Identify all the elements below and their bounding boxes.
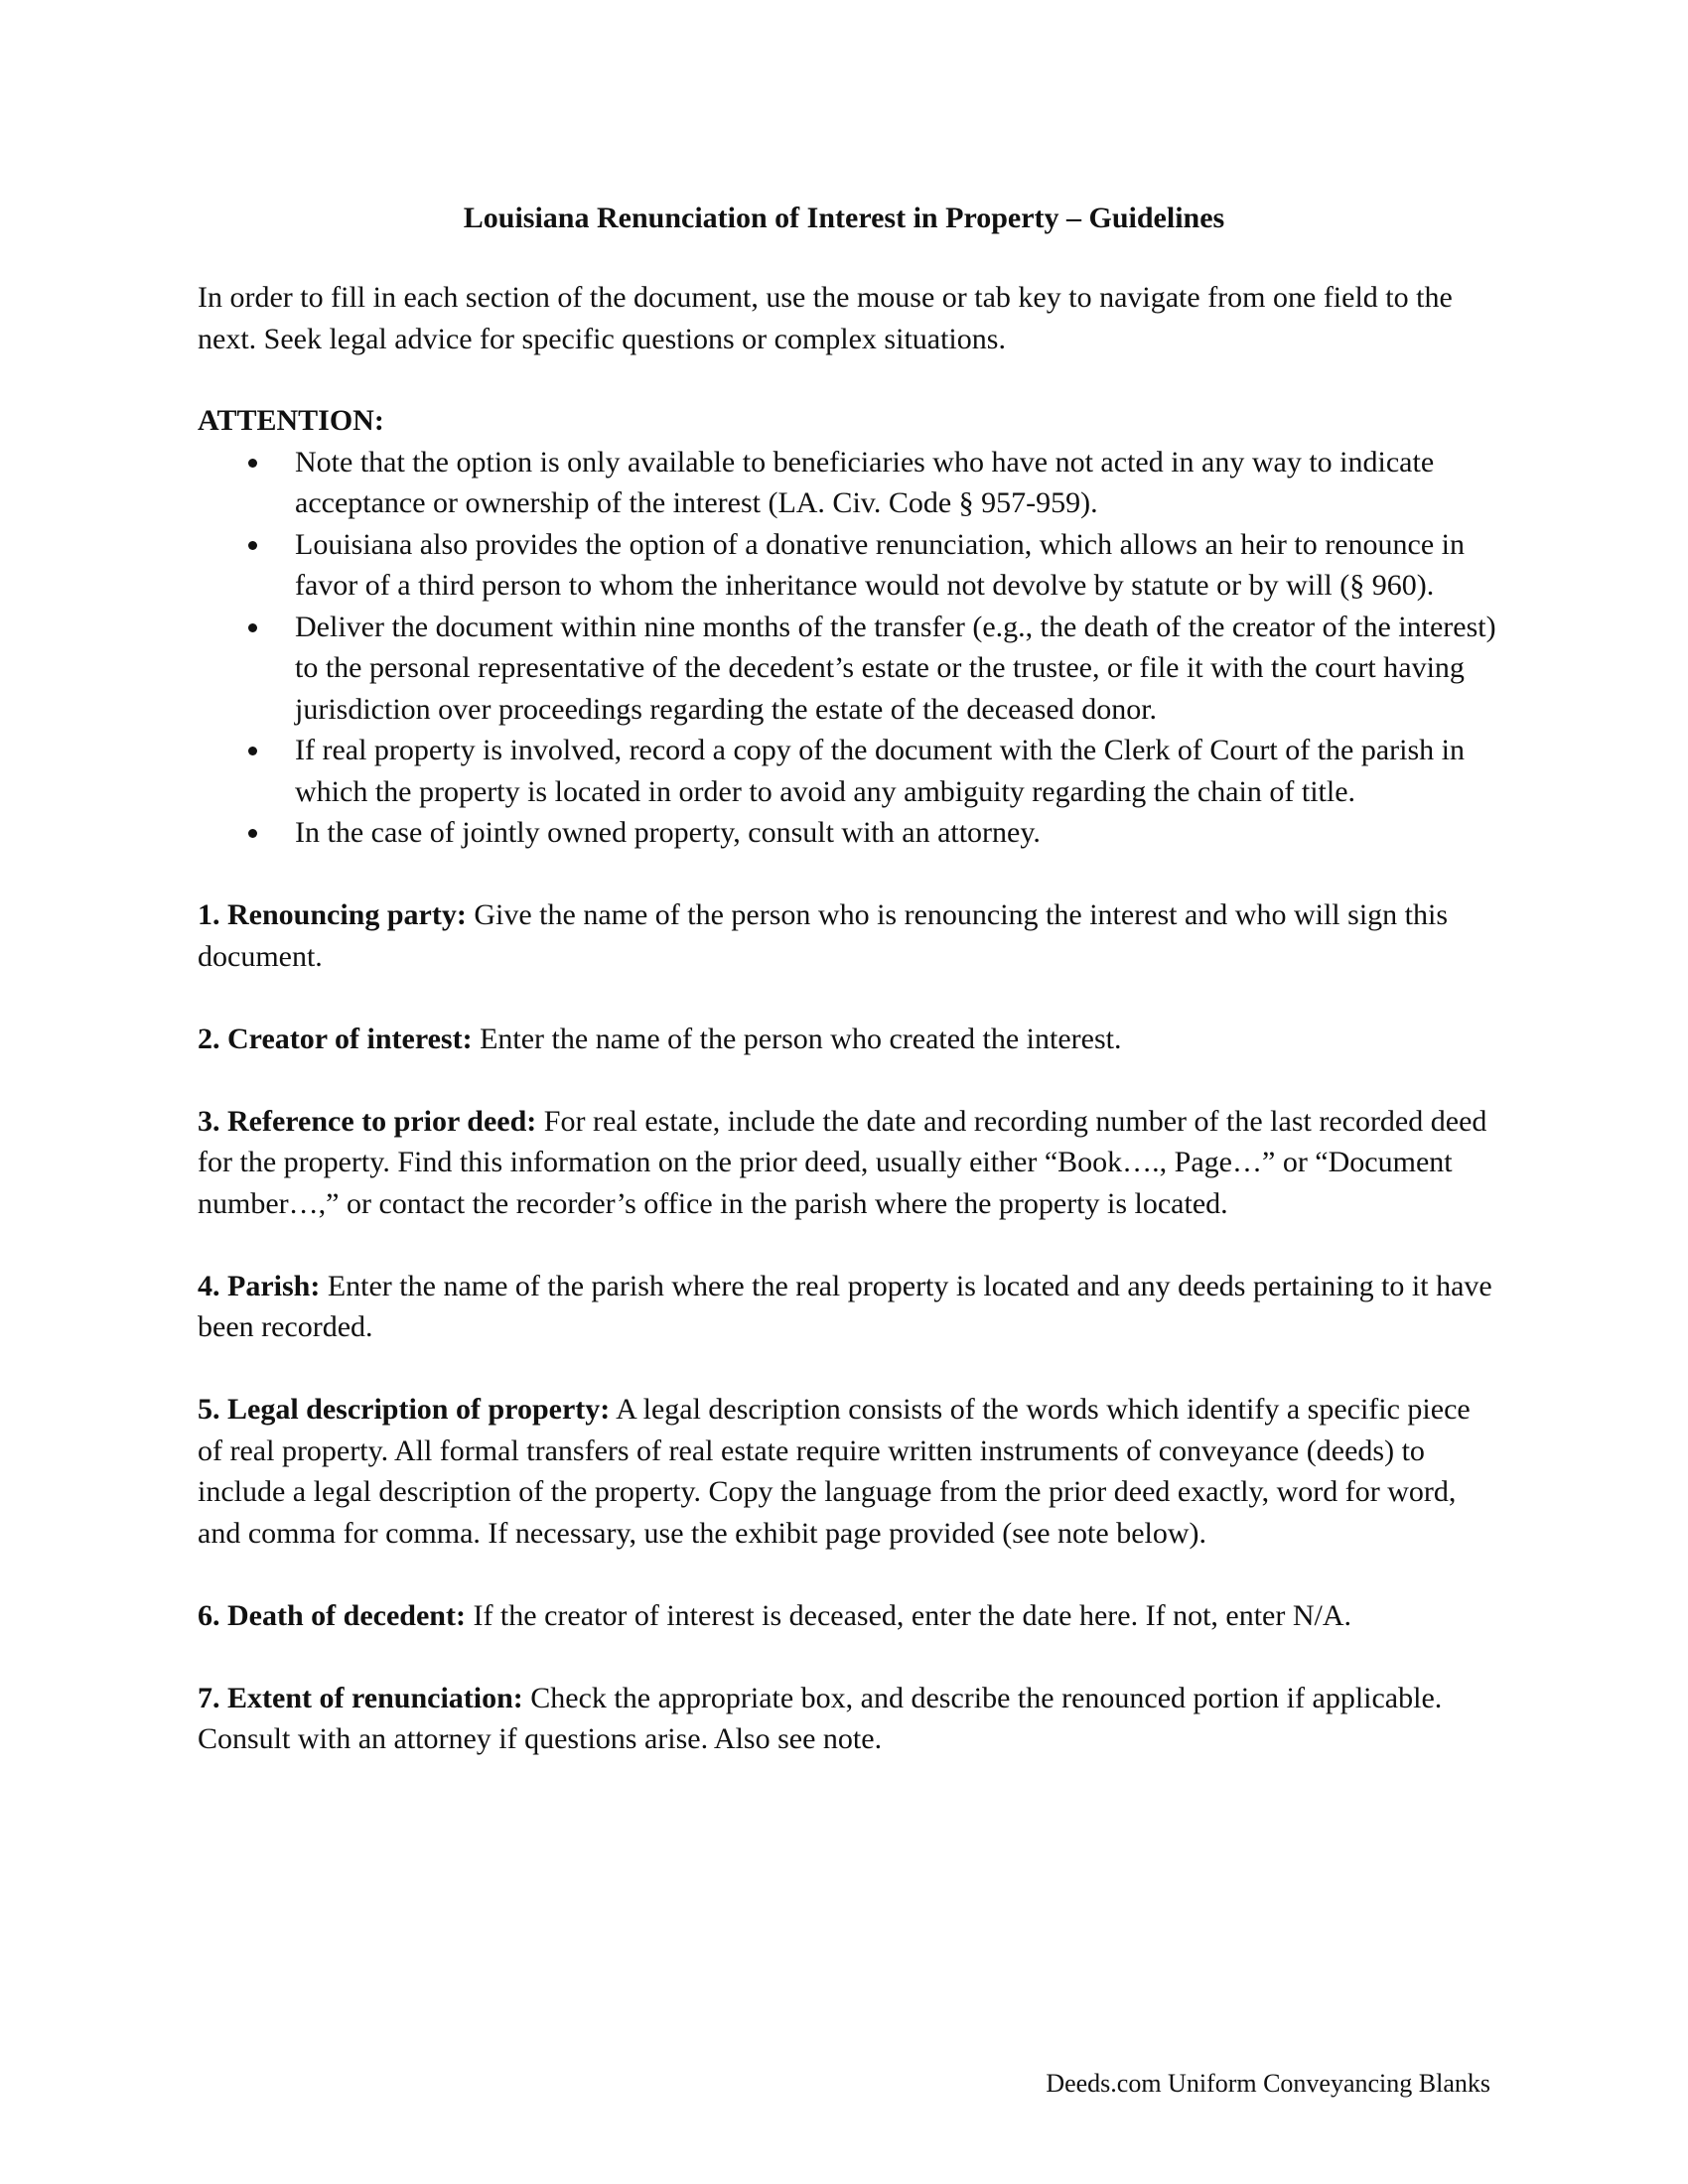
bullet-text: In the case of jointly owned property, consult with an attorney. [295, 816, 1041, 849]
list-item [198, 812, 1498, 854]
list-item [198, 607, 1498, 731]
list-item [198, 442, 1498, 524]
section-label: 3. Reference to prior deed: [198, 1104, 537, 1138]
bullet-icon [248, 747, 257, 755]
section-text: For real estate, include the date and recording number of the last recorded deed for the property. Find this information on the prior deed, usually either “Book…., Page…” or “Document number…,” or contact the recorder’s office in the parish where the property is located. [198, 1104, 1487, 1220]
document-body [198, 277, 1498, 1760]
section-death-of-decedent [198, 1595, 1498, 1637]
document-title: Louisiana Renunciation of Interest in Property – Guidelines [463, 202, 1225, 234]
section-renouncing-party [198, 894, 1498, 977]
attention-heading: ATTENTION: [198, 404, 384, 437]
bullet-icon [248, 459, 257, 468]
section-creator-of-interest [198, 1019, 1498, 1060]
list-item [198, 730, 1498, 812]
section-parish [198, 1266, 1498, 1348]
section-extent-of-renunciation [198, 1678, 1498, 1760]
section-label: 2. Creator of interest: [198, 1022, 473, 1055]
bullet-text: Louisiana also provides the option of a donative renunciation, which allows an heir to renounce in favor of a third person to whom the inheritance would not devolve by statute or by will (§ 960). [295, 527, 1466, 602]
bullet-text: If real property is involved, record a copy of the document with the Clerk of Court of the parish in which the property is located in order to avoid any ambiguity regarding the chain of title. [295, 734, 1465, 808]
bullet-icon [248, 541, 257, 550]
section-text: Check the appropriate box, and describe the renounced portion if applicable. Consult with an attorney if questions arise. Also see note. [198, 1681, 1443, 1755]
section-text: If the creator of interest is deceased, enter the date here. If not, enter N/A. [473, 1598, 1352, 1632]
bullet-icon [248, 623, 257, 632]
section-text: Enter the name of the parish where the real property is located and any deeds pertaining to it have been recorded. [198, 1269, 1492, 1343]
list-item [198, 524, 1498, 607]
section-reference-to-prior-deed [198, 1101, 1498, 1225]
section-text: Enter the name of the person who created the interest. [480, 1022, 1122, 1055]
section-legal-description [198, 1389, 1498, 1554]
bullet-text: Note that the option is only available to beneficiaries who have not acted in any way to indicate acceptance or ownership of the interest (LA. Civ. Code § 957-959). [295, 445, 1435, 519]
section-label: 4. Parish: [198, 1269, 321, 1302]
section-label: 7. Extent of renunciation: [198, 1681, 523, 1714]
section-text: A legal description consists of the words which identify a specific piece of real property. All formal transfers of real estate require written instruments of conveyance (deeds) to include a legal description of the property. Copy the language from the prior deed exactly, word for word, and comma for comma. If necessary, use the exhibit page provided (see note below). [198, 1393, 1471, 1550]
footer-text: Deeds.com Uniform Conveyancing Blanks [1046, 2069, 1490, 2098]
section-label: 1. Renouncing party: [198, 898, 467, 931]
bullet-icon [248, 829, 257, 838]
bullet-text: Deliver the document within nine months of the transfer (e.g., the death of the creator of the interest) to the personal representative of the decedent’s estate or the trustee, or file it with the court having jurisdiction over proceedings regarding the estate of the deceased donor. [295, 610, 1496, 726]
section-label: 6. Death of decedent: [198, 1598, 466, 1632]
section-text: Give the name of the person who is renouncing the interest and who will sign this document. [198, 898, 1448, 973]
attention-list [198, 442, 1498, 854]
intro-paragraph: In order to fill in each section of the document, use the mouse or tab key to navigate from one field to the next. Seek legal advice for specific questions or complex situations. [198, 281, 1453, 355]
section-label: 5. Legal description of property: [198, 1393, 611, 1426]
